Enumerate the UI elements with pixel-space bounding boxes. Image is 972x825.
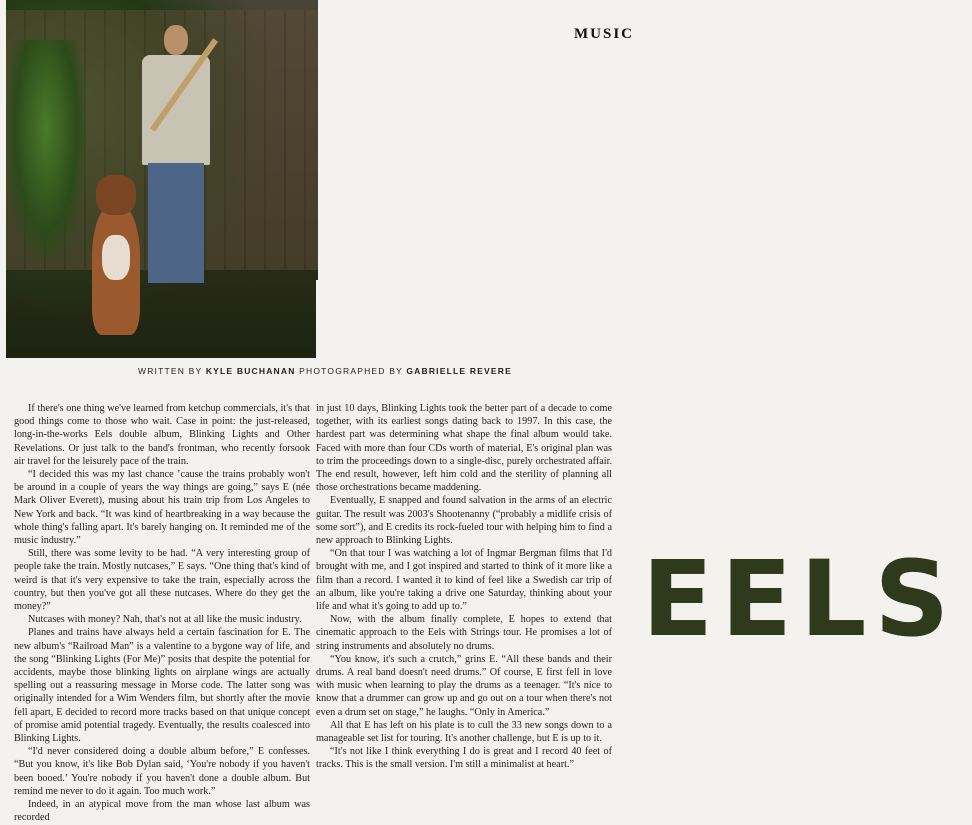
paragraph: Still, there was some levity to be had. “A very interesting group of people take the train. Mostly nutcases,” E says. “One thing that's kind of weird is that it's very expensive to take the train, especially across the country, but then you've got all these nutcases. Where do they get the money?” bbox=[14, 548, 310, 613]
paragraph: If there's one thing we've learned from ketchup commercials, it's that good things come to those who wait. Case in point: the just-released, long-in-the-works Eels double album, Blinking Lights and Other Revelations. Or just talk to the band's frontman, who recently forsook air travel for the leisurely pace of the train. bbox=[14, 403, 310, 467]
article-column-left bbox=[14, 402, 310, 825]
musician-figure bbox=[136, 25, 216, 285]
paragraph: “It's not like I think everything I do is great and I record 40 feet of tracks. This is the small version. I'm still a minimalist at heart.” bbox=[316, 746, 612, 771]
paragraph: Nutcases with money? Nah, that's not at all like the music industry. bbox=[28, 614, 302, 626]
headline: EELS bbox=[642, 538, 958, 660]
paragraph: “You know, it's such a crutch,” grins E. “All these bands and their drums. A real band doesn't need drums.” Of course, E first fell in love with music when learning to play the drums as a teenager. “It's nice to know that a drummer can grow up and go out on a tour when there's not even a drum set on stage,” he laughs. “Only in America.” bbox=[316, 653, 612, 718]
byline bbox=[0, 366, 650, 376]
paragraph: Indeed, in an atypical move from the man whose last album was recorded bbox=[14, 799, 310, 824]
paragraph: “On that tour I was watching a lot of Ingmar Bergman films that I'd brought with me, and I got inspired and started to think of it more like a film than a record. I wanted it to kind of feel like a Swedish car trip of an album, like you're taking a drive one Saturday, thinking about your life and what it's going to add up to.” bbox=[316, 548, 612, 613]
author-name: KYLE BUCHANAN bbox=[205, 366, 296, 376]
paragraph: in just 10 days, Blinking Lights took the better part of a decade to come together, with its earliest songs dating back to 1997. In this case, the hardest part was determining what shape the final album would take. Faced with more than four CDs worth of material, E's original plan was to trim the proceedings down to a single-disc, purely orchestrated affair. The end result, however, left him cold and the sterility of planning all those orchestrations became maddening. bbox=[316, 403, 612, 494]
written-by-label: WRITTEN BY bbox=[138, 366, 203, 376]
boxer-dog bbox=[86, 175, 146, 340]
tree-foliage bbox=[6, 40, 86, 260]
paragraph: “I'd never considered doing a double album before,” E confesses. “But you know, it's like Bob Dylan said, ‘You're nobody if you haven't been booed.’ You're nobody if you haven't done a double album. But remind me never to do it again. Too much work.” bbox=[14, 746, 310, 797]
paragraph: All that E has left on his plate is to cull the 33 new songs down to a manageable set list for touring. It's another challenge, but E is up to it. bbox=[316, 719, 612, 745]
paragraph: Planes and trains have always held a certain fascination for E. The new album's “Railroad Man” is a valentine to a bygone way of life, and the song “Blinking Lights (For Me)” posits that despite the potential for accidents, maybe those blinking lights on airplane wings are actually spelling out a reassuring message in Morse code. The latter song was originally intended for a Wim Wenders film, but shortly after the movie fell apart, E decided to record more tracks based on that unique concept of promise amid potential tragedy. Eventually, the results coalesced into Blinking Lights. bbox=[14, 627, 310, 745]
section-label: MUSIC bbox=[573, 26, 634, 42]
article-column-right bbox=[316, 402, 612, 772]
photographed-by-label: PHOTOGRAPHED BY bbox=[299, 366, 403, 376]
paragraph: “I decided this was my last chance ’cause the trains probably won't be around in a couple of years the way things are going,” says E (née Mark Oliver Everett), musing about his train trip from Los Angeles to New York and back. “It was kind of heartbreaking in a way because the whole thing's falling apart. It's barely hanging on. It reminded me of the music industry.” bbox=[14, 469, 310, 547]
photographer-name: GABRIELLE REVERE bbox=[406, 366, 512, 376]
paragraph: Eventually, E snapped and found salvation in the arms of an electric guitar. The result was 2003's Shootenanny (“probably a midlife crisis of some sort”), and E credits its rock-fueled tour with helping him to find a new approach to Blinking Lights. bbox=[316, 495, 612, 547]
paragraph: Now, with the album finally complete, E hopes to extend that cinematic approach to the Eels with Strings tour. He promises a lot of string instruments and absolutely no drums. bbox=[316, 614, 612, 652]
feature-photo bbox=[6, 0, 318, 358]
